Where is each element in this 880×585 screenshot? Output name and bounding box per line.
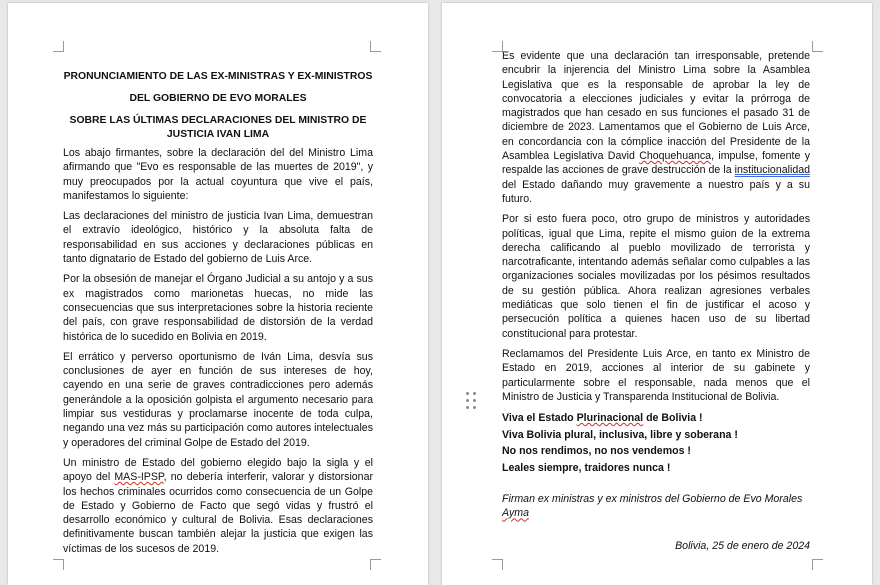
left-page-text[interactable] (63, 70, 373, 562)
spelling-flag-mas-ipsp[interactable]: MAS-IPSP (114, 471, 164, 484)
text-run: del Estado dañando muy gravemente a nuestro país y a su futuro. (502, 178, 810, 205)
margin-corner-mark (812, 41, 823, 52)
slogan-plural: Viva Bolivia plural, inclusiva, libre y soberana ! (502, 428, 738, 441)
signature-block (502, 492, 810, 521)
document-subtitle: DEL GOBIERNO DE EVO MORALES (129, 93, 307, 104)
right-page-text[interactable] (502, 49, 810, 553)
drag-handle-icon[interactable] (466, 392, 478, 410)
spelling-flag-plurinacional[interactable]: Plurinacional (576, 412, 644, 425)
margin-corner-mark (370, 41, 381, 52)
text-run: de Bolivia ! (643, 412, 703, 425)
signature-line-2 (502, 506, 810, 520)
text-run: Viva el Estado (502, 412, 577, 425)
paragraph-opportunism: El errático y perverso oportunismo de Iván Lima, desvía sus conclusiones de ayer en función de sus intereses de hoy, cayendo en una serie de graves contradicciones pero además generándole a la oposición golpista el argumento necesario para limpiar sus vestiduras y proclamarse inocente de toda culpa, negando una vez más su participación como autores intelectuales y operadores del criminal Golpe de Estado del 2019. (63, 350, 373, 449)
document-page-right (442, 3, 872, 585)
paragraph-obsession: Por la obsesión de manejar el Órgano Judicial a su antojo y a sus ex magistrados como marionetas huecas, no mide las consecuencias que sus interpretaciones sobre la historia reciente del país, con grave responsabilidad de distorsión de la verdad histórica de lo sucedido en Bolivia en 2019. (63, 273, 373, 343)
text-run: Es evidente que una declaración tan irresponsable, pretende encubrir la injerencia del Ministro Lima sobre la Asamblea Legislativa que es la responsable de aprobar la ley de convocatoria a elecciones judiciales y evitar la prórroga de magistrados que han cesado en sus funciones el pasado 31 de diciembre de 2023. Lamentamos que el Gobierno de Luis Arce, en concordancia con la cómplice inacción del Presidente de la Asamblea Legislativa David (502, 50, 810, 163)
grammar-flag-institucionalidad[interactable]: institucionalidad (734, 164, 810, 177)
slogan-leales: Leales siempre, traidores nunca ! (502, 461, 671, 474)
paragraph-irresponsible (502, 49, 810, 206)
slogan-estado (502, 410, 810, 427)
paragraph-intro: Los abajo firmantes, sobre la declaración del del Ministro Lima afirmando que "Evo es responsable de las muertes de 2019", y muy preocupados por la actual coyuntura que vive el país, manifestamos lo siguiente: (63, 147, 373, 202)
document-subject: SOBRE LAS ÚLTIMAS DECLARACIONES DEL MINISTRO DE JUSTICIA IVAN LIMA (69, 115, 367, 140)
document-date: Bolivia, 25 de enero de 2024 (675, 539, 810, 552)
document-title: PRONUNCIAMIENTO DE LAS EX-MINISTRAS Y EX-MINISTROS (63, 71, 373, 82)
slogan-no-rendimos: No nos rendimos, no nos vendemos ! (502, 445, 691, 458)
text-run: , impulse, fomente y respalde las acciones de grave destrucción de la (502, 150, 810, 177)
paragraph-declarations: Las declaraciones del ministro de justicia Ivan Lima, demuestran el extravío ideológico, histórico y la absoluta falta de responsabilidad en sus acciones y declaraciones públicas en tanto dignatario de Estado del gobierno de Luis Arce. (63, 210, 373, 266)
document-page-left (8, 3, 428, 585)
slogans (502, 410, 810, 476)
margin-corner-mark (53, 41, 64, 52)
spelling-flag-choquehuanca[interactable]: Choquehuanca (639, 150, 712, 163)
spelling-flag-ayma[interactable]: Ayma (502, 507, 529, 520)
signature-line: Firman ex ministras y ex ministros del Gobierno de Evo Morales (502, 493, 803, 506)
paragraph-persecution: Por si esto fuera poco, otro grupo de ministros y autoridades políticas, igual que Lima, repite el mismo guion de la extrema derecha calificando al pueblo movilizado de terrorista y narcotraficante, intentando además señalar como culpables a las organizaciones sociales movilizadas por los pésimos resultados de su gestión pública. Ahora realizan agresiones verbales mediáticas que solo tienen el fin de justificar el acoso y persecución política a quienes hacen uso de su libertad constitucional para protestar. (502, 213, 810, 340)
margin-corner-mark (492, 559, 503, 570)
text-run: , no debería interferir, valorar y distorsionar los hechos criminales ocurridos como consecuencia de un Golpe de Estado y Gobierno de Facto que segó vidas y frustró el desarrollo económico y cultural de Bolivia. Esas declaraciones definitivamente buscan también alejar la justicia que exigen las víctimas de los sucesos de 2019. (63, 471, 373, 555)
paragraph-demand: Reclamamos del Presidente Luis Arce, en tanto ex Ministro de Estado en 2019, acciones al interior de su gabinete y particularmente sobre el responsable, nada menos que el Ministro de Justicia y Transparenda Institucional de Bolivia. (502, 347, 810, 403)
margin-corner-mark (812, 559, 823, 570)
paragraph-minister (63, 456, 373, 556)
text-run: Un ministro de Estado del gobierno elegido bajo la sigla y el apoyo del (63, 456, 373, 484)
